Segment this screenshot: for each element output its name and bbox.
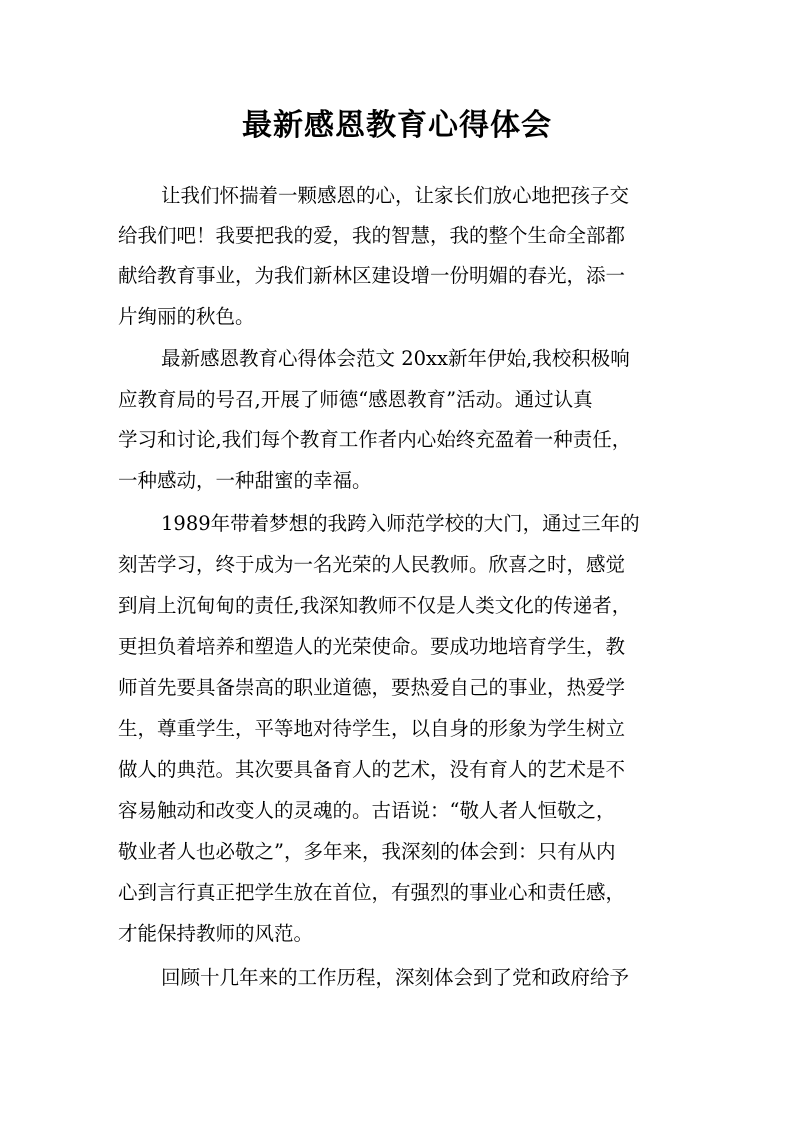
body-line: 才能保持教师的风范。 [118, 922, 314, 945]
body-line: 片绚丽的秋色。 [118, 305, 255, 328]
body-line: 一种感动，一种甜蜜的幸福。 [118, 469, 372, 492]
body-line: 做人的典范。其次要具备育人的艺术，没有育人的艺术是不 [118, 758, 626, 781]
body-line: 给我们吧！我要把我的爱，我的智慧，我的整个生命全部都 [118, 224, 626, 247]
body-line: 应教育局的号召,开展了师德“感恩教育”活动。通过认真 [118, 388, 593, 411]
body-line: 敬业者人也必敬之”，多年来，我深刻的体会到：只有从内 [118, 840, 616, 863]
document-title: 最新感恩教育心得体会 [242, 108, 552, 143]
body-line: 献给教育事业，为我们新林区建设增一份明媚的春光，添一 [118, 264, 626, 287]
body-line: 生，尊重学生，平等地对待学生，以自身的形象为学生树立 [118, 717, 626, 740]
body-line: 更担负着培养和塑造人的光荣使命。要成功地培育学生，教 [118, 635, 626, 658]
body-line: 最新感恩教育心得体会范文 20xx新年伊始,我校积极响 [161, 347, 630, 370]
body-line: 师首先要具备崇高的职业道德，要热爱自己的事业，热爱学 [118, 676, 626, 699]
body-line: 容易触动和改变人的灵魂的。古语说：“敬人者人恒敬之， [118, 799, 616, 822]
body-line: 刻苦学习，终于成为一名光荣的人民教师。欣喜之时，感觉 [118, 553, 626, 576]
body-line: 学习和讨论,我们每个教育工作者内心始终充盈着一种责任， [118, 428, 632, 451]
body-line: 让我们怀揣着一颗感恩的心，让家长们放心地把孩子交 [161, 184, 630, 207]
body-line: 到肩上沉甸甸的责任,我深知教师不仅是人类文化的传递者， [118, 594, 632, 617]
body-line: 心到言行真正把学生放在首位，有强烈的事业心和责任感， [118, 881, 626, 904]
body-line: 回顾十几年来的工作历程，深刻体会到了党和政府给予 [161, 966, 630, 989]
body-line: 1989年带着梦想的我跨入师范学校的大门，通过三年的 [161, 512, 640, 535]
